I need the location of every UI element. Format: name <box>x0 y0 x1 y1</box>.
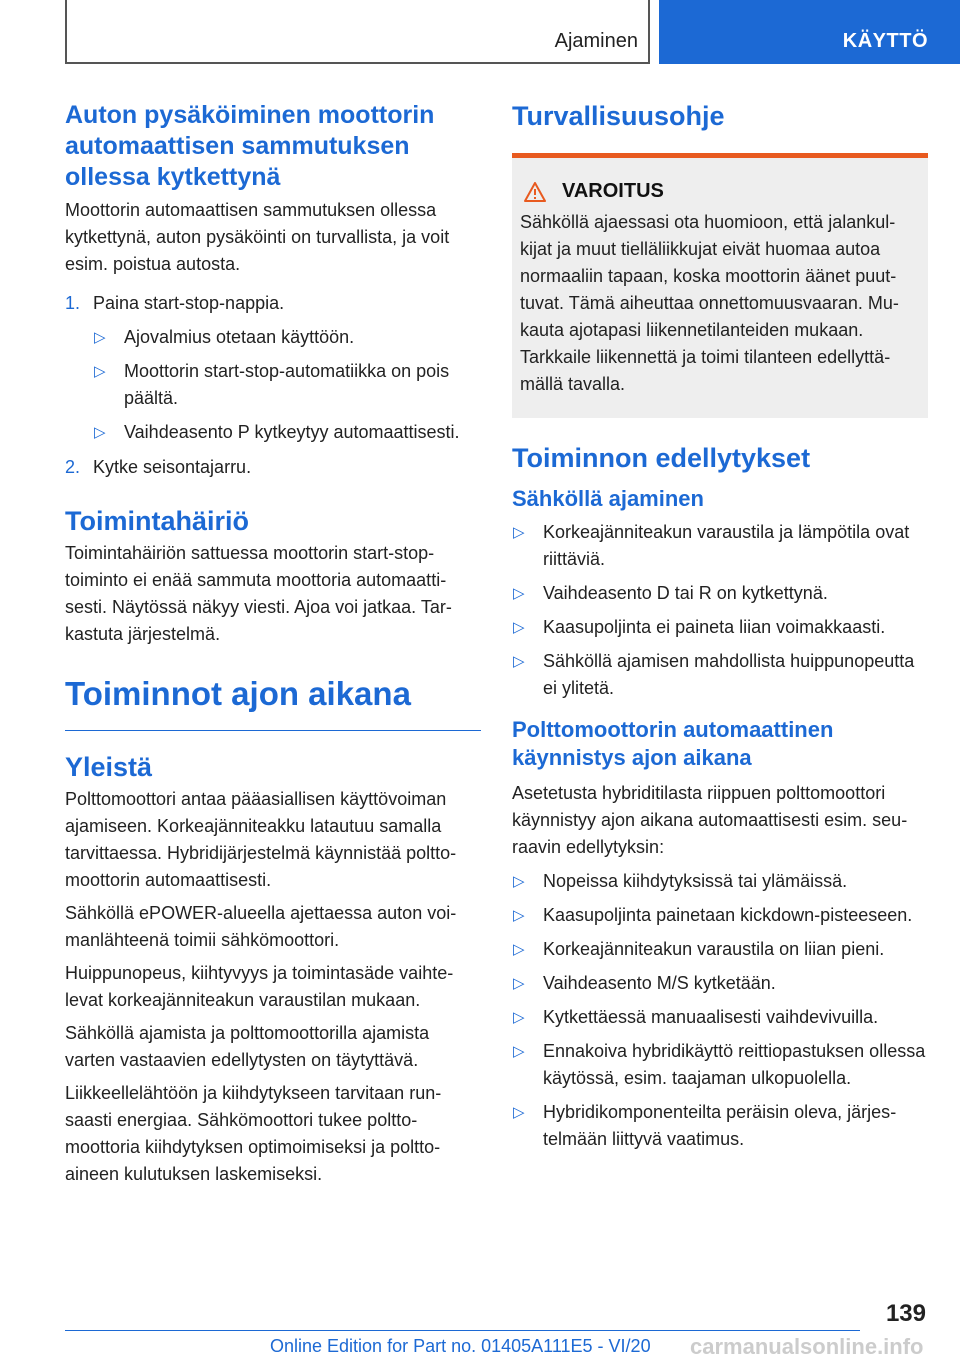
heading-auto-start: Polttomoottorin automaattinen käynnistys ajon aikana <box>512 717 834 770</box>
triangle-bullet-icon: ▷ <box>513 1104 525 1121</box>
step-text: Paina start-stop-nappia. <box>93 293 285 313</box>
paragraph-general: Sähköllä ePOWER-alueella ajettaessa auton voimanlähteenä toimii sähkömoottori. <box>65 903 457 950</box>
triangle-bullet-icon: ▷ <box>513 524 525 541</box>
header-chapter-tab <box>659 0 960 64</box>
footer-divider <box>65 1330 860 1331</box>
header-chapter: KÄYTTÖ <box>842 30 928 52</box>
paragraph-fault: Toimintahäiriön sattuessa moottorin start-stop-toiminto ei enää sammuta moottoria automaattisesti. Näytössä näkyy viesti. Ajoa voi jatkaa. Tarkastuta järjestelmä. <box>65 543 452 644</box>
triangle-bullet-icon: ▷ <box>513 975 525 992</box>
list-item: ▷ Nopeissa kiihdytyksissä tai ylämäissä. <box>512 868 928 895</box>
step-2 <box>65 454 481 481</box>
right-column <box>512 100 928 1153</box>
warning-triangle-icon <box>524 182 546 202</box>
heading-fault: Toimintahäiriö <box>65 506 250 536</box>
triangle-bullet-icon: ▷ <box>513 941 525 958</box>
warning-title: VAROITUS <box>562 180 664 202</box>
list-item: ▷ Kaasupoljinta painetaan kickdown-pisteeseen. <box>512 902 928 929</box>
page-number: 139 <box>885 1300 926 1327</box>
heading-parking: Auton pysäköiminen moottorin automaattisen sammutuksen ollessa kytkettynä <box>65 101 435 191</box>
triangle-bullet-icon: ▷ <box>94 329 106 346</box>
list-item: ▷ Ajovalmius otetaan käyttöön. <box>93 324 481 351</box>
auto-start-list <box>512 868 928 1153</box>
step-1-results <box>65 324 481 446</box>
list-item: ▷ Vaihdeasento D tai R on kytkettynä. <box>512 580 928 607</box>
triangle-bullet-icon: ▷ <box>513 585 525 602</box>
footer-edition: Online Edition for Part no. 01405A111E5 - VI/20 <box>270 1336 651 1356</box>
paragraph-auto-start: Asetetusta hybriditilasta riippuen polttomoottori käynnistyy ajon aikana automaattisesti esim. seuraavin edellytyksin: <box>512 783 908 857</box>
paragraph-general: Sähköllä ajamista ja polttomoottorilla ajamista varten vastaavien edellytysten on täytyttävä. <box>65 1023 430 1070</box>
triangle-bullet-icon: ▷ <box>94 424 106 441</box>
triangle-bullet-icon: ▷ <box>513 873 525 890</box>
step-number: 2. <box>65 457 81 477</box>
heading-general: Yleistä <box>65 752 153 782</box>
list-item: ▷ Kaasupoljinta ei paineta liian voimakkaasti. <box>512 614 928 641</box>
left-column <box>65 100 481 1188</box>
list-item: ▷ Vaihdeasento P kytkeytyy automaattisesti. <box>93 419 481 446</box>
warning-text: Sähköllä ajaessasi ota huomioon, että jalankulkijat ja muut tielläliikkujat eivät huomaa autoa normaaliin tapaan, koska moottorin äänet puuttuvat. Tämä aiheuttaa onnettomuusvaaran. Mukauta ajotapasi liikennetilanteiden mukaan. Tarkkaile liikennettä ja toimi tilanteen edellyttämällä tavalla. <box>520 212 899 394</box>
list-item: ▷ Ennakoiva hybridikäyttö reittiopastuksen ollessa käytössä, esim. taajaman ulkopuolella. <box>512 1038 928 1092</box>
triangle-bullet-icon: ▷ <box>513 1009 525 1026</box>
paragraph-parking: Moottorin automaattisen sammutuksen ollessa kytkettynä, auton pysäköinti on turvallista, ja voit esim. poistua autosta. <box>65 200 450 274</box>
heading-safety: Turvallisuusohje <box>512 101 725 131</box>
triangle-bullet-icon: ▷ <box>513 619 525 636</box>
list-item: ▷ Hybridikomponenteilta peräisin oleva, järjestelmään liittyvä vaatimus. <box>512 1099 928 1153</box>
heading-functions-while-driving: Toiminnot ajon aikana <box>65 674 481 731</box>
list-item: ▷ Korkeajänniteakun varaustila ja lämpötila ovat riittäviä. <box>512 519 928 573</box>
triangle-bullet-icon: ▷ <box>94 363 106 380</box>
paragraph-general: Huippunopeus, kiihtyvyys ja toimintasäde vaihtelevat korkeajänniteakun varaustilan mukaan. <box>65 963 454 1010</box>
step-1 <box>65 290 481 317</box>
list-item: ▷ Sähköllä ajamisen mahdollista huippunopeutta ei ylitetä. <box>512 648 928 702</box>
paragraph-general: Polttomoottori antaa pääasiallisen käyttövoiman ajamiseen. Korkeajänniteakku latautuu samalla tarvittaessa. Hybridijärjestelmä käynnistää polttomoottorin automaattisesti. <box>65 789 457 890</box>
list-item: ▷ Moottorin start-stop-automatiikka on pois päältä. <box>93 358 481 412</box>
list-item: ▷ Korkeajänniteakun varaustila on liian pieni. <box>512 936 928 963</box>
triangle-bullet-icon: ▷ <box>513 1043 525 1060</box>
triangle-bullet-icon: ▷ <box>513 907 525 924</box>
header-section: Ajaminen <box>554 30 638 52</box>
heading-conditions: Toiminnon edellytykset <box>512 443 811 473</box>
triangle-bullet-icon: ▷ <box>513 653 525 670</box>
step-text: Kytke seisontajarru. <box>93 457 252 477</box>
paragraph-general: Liikkeellelähtöön ja kiihdytykseen tarvitaan runsaasti energiaa. Sähkömoottori tukee polttomoottoria kiihdytyksen optimoimiseksi ja polttoaineen kulutuksen laskemiseksi. <box>65 1083 442 1184</box>
watermark: carmanualsonline.info <box>690 1334 924 1359</box>
list-item: ▷ Kytkettäessä manuaalisesti vaihdevivuilla. <box>512 1004 928 1031</box>
warning-title-row <box>520 180 920 203</box>
warning-box <box>512 153 928 418</box>
heading-electric-driving: Sähköllä ajaminen <box>512 486 704 511</box>
electric-conditions-list <box>512 519 928 702</box>
step-number: 1. <box>65 293 81 313</box>
list-item: ▷ Vaihdeasento M/S kytketään. <box>512 970 928 997</box>
